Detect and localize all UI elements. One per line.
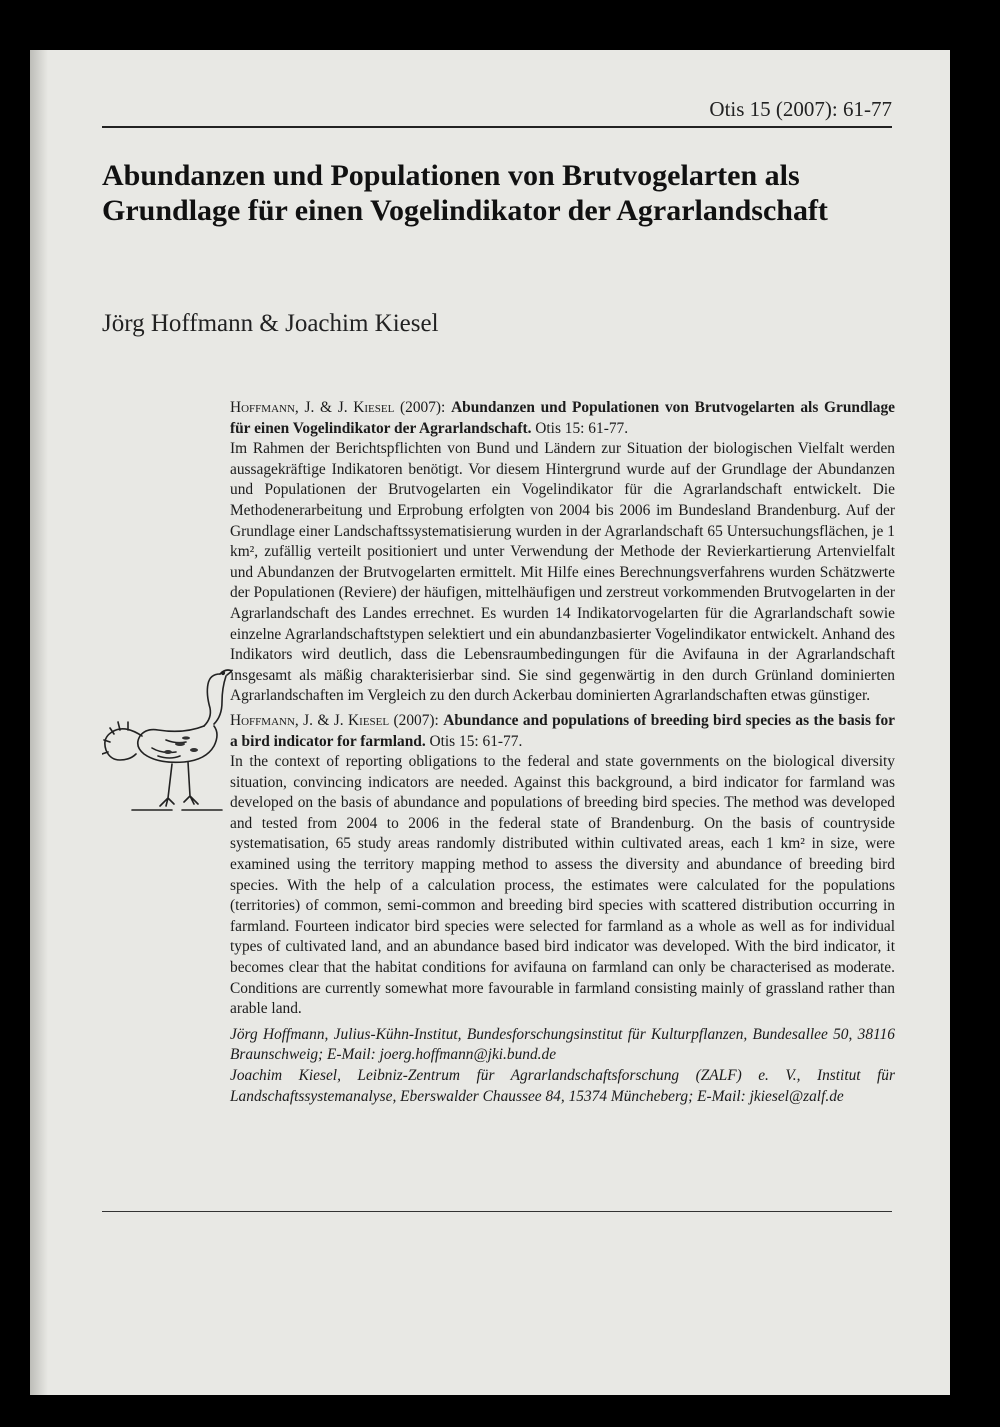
abstracts: [230, 398, 895, 1107]
author-address-kiesel: Joachim Kiesel, Leibniz-Zentrum für Agrarlandschaftsforschung (ZALF) e. V., Institut für Landschaftssystemanalyse, Eberswalder Chaussee 84, 15374 Müncheberg; E-Mail: jkiesel@zalf.de: [230, 1067, 895, 1105]
title-line-2: Grundlage für einen Vogelindikator der Agrarlandschaft: [102, 194, 828, 227]
citation-title: Abundanzen und Populationen von Brutvogelarten als Grundlage für einen Vogelindikator der Agrarlandschaft.: [230, 399, 895, 437]
citation-year: (2007):: [394, 399, 452, 416]
abstract-german-body: Im Rahmen der Berichtspflichten von Bund und Ländern zur Situation der biologischen Vielfalt werden aussagekräftige Indikatoren benötigt. Vor diesem Hintergrund wurde auf der Grundlage der Abundanzen und Populationen der Brutvogelarten ein Vogelindikator für die Agrarlandschaft entwickelt. Die Methodenerarbeitung und Erprobung erfolgten von 2004 bis 2006 im Bundesland Brandenburg. Auf der Grundlage einer Landschaftssystematisierung wurden in der Agrarlandschaft 65 Untersuchungsflächen, je 1 km², zufällig verteilt positioniert und unter Verwendung der Methode der Revierkartierung Artenvielfalt und Abundanzen der Brutvogelarten ermittelt. Mit Hilfe eines Berechnungsverfahrens wurden Schätzwerte der Populationen (Reviere) der häufigen, mittelhäufigen und zerstreut vorkommenden Brutvogelarten in der Agrarlandschaft des Landes errechnet. Es wurden 14 Indikatorvogelarten für die Agrarlandschaft sowie einzelne Agrarlandschaftstypen selektiert und ein abundanzbasierter Vogelindikator entwickelt. Anhand des Indikators wird deutlich, dass die Lebensraumbedingungen für die Avifauna in der Agrarlandschaft insgesamt als mäßig charakterisierbar sind. Sie sind gegenwärtig in den durch Grünland dominierten Agrarlandschaften im Vergleich zu den durch Ackerbau dominierten Agrarlandschaften etwas günstiger.: [230, 440, 895, 705]
citation-year: (2007):: [389, 711, 444, 729]
article-title: [102, 158, 892, 228]
journal-page: [30, 50, 950, 1395]
running-header: [102, 90, 892, 128]
great-bustard-illustration: [102, 652, 232, 812]
article-authors: Jörg Hoffmann & Joachim Kiesel: [102, 310, 439, 337]
footer-rule: [102, 1211, 892, 1212]
citation-english: [230, 711, 895, 752]
citation-german: [230, 398, 895, 439]
author-address-hoffmann: Jörg Hoffmann, Julius-Kühn-Institut, Bundesforschungsinstitut für Kulturpflanzen, Bundesallee 50, 38116 Braunschweig; E-Mail: joerg.hoffmann@jki.bund.de: [230, 1025, 895, 1064]
citation-title: Abundance and populations of breeding bird species as the basis for a bird indicator for farmland.: [230, 711, 895, 750]
abstract-english-body: In the context of reporting obligations to the federal and state governments on the biological diversity situation, convincing indicators are needed. Against this background, a bird indicator for farmland was developed on the basis of abundance and populations of breeding bird species. The method was developed and tested from 2004 to 2006 in the federal state of Brandenburg. On the basis of countryside systematisation, 65 study areas randomly distributed within cultivated areas, each 1 km² in size, were examined using the territory mapping method to assess the diversity and abundance of breeding bird species. With the help of a calculation process, the estimates were calculated for the populations (territories) of common, semi-common and breeding bird species with scattered distribution occurring in farmland. Fourteen indicator bird species were selected for farmland as a whole as well as for individual types of cultivated land, and an abundance based bird indicator was developed. With the bird indicator, it becomes clear that the habitat conditions for avifauna on farmland can only be characterised as moderate. Conditions are currently somewhat more favourable in farmland consisting mainly of grassland rather than arable land.: [230, 753, 895, 1018]
citation-authors: Hoffmann, J. & J. Kiesel: [230, 399, 395, 416]
citation-source: Otis 15: 61-77.: [531, 419, 629, 437]
page-binding-edge: [30, 50, 48, 1395]
citation-authors: Hoffmann, J. & J. Kiesel: [230, 711, 390, 729]
journal-reference: Otis 15 (2007): 61-77: [709, 97, 892, 121]
title-line-1: Abundanzen und Populationen von Brutvogelarten als: [102, 159, 800, 192]
citation-source: Otis 15: 61-77.: [425, 732, 523, 750]
